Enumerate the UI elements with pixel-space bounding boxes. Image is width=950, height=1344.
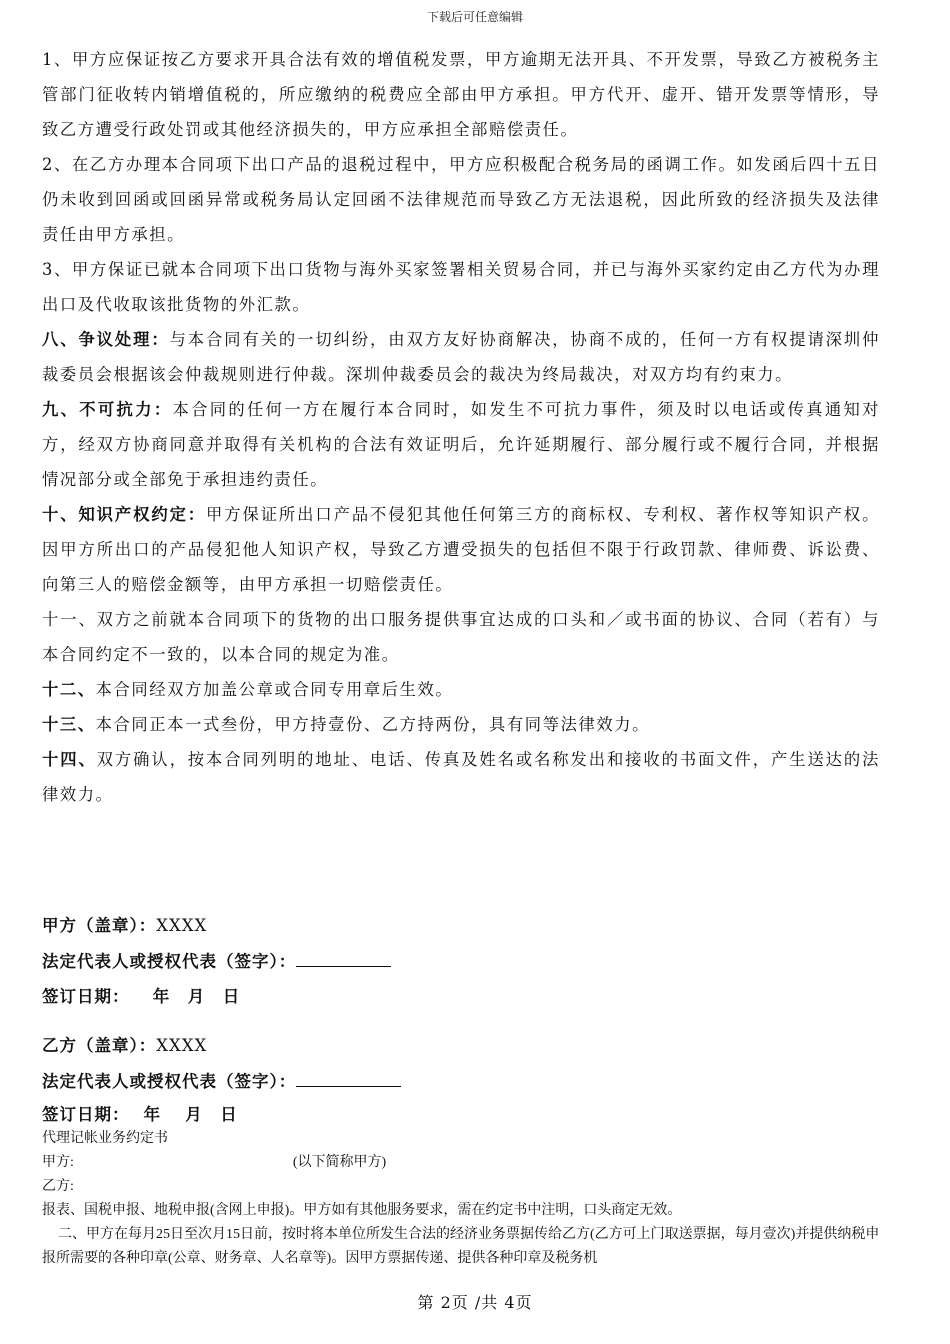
party-a-rep-line xyxy=(42,948,391,972)
page-number: 第 2页 /共 4页 xyxy=(417,1293,533,1312)
party-a-value: XXXX xyxy=(156,916,208,935)
section-8-text: 与本合同有关的一切纠纷，由双方友好协商解决，协商不成的，任何一方有权提请深圳仲裁委员会根据该会仲裁规则进行仲裁。深圳仲裁委员会的裁决为终局裁决，对双方均有约束力。 xyxy=(42,330,881,384)
clause-3: 3、甲方保证已就本合同项下出口货物与海外买家签署相关贸易合同，并已与海外买家约定由乙方代为办理出口及代收取该批货物的外汇款。 xyxy=(42,260,880,314)
party-b-rep-line xyxy=(42,1068,401,1092)
section-14 xyxy=(42,742,880,812)
section-10 xyxy=(42,497,880,602)
party-a-rep-label: 法定代表人或授权代表（签字）： xyxy=(42,952,297,971)
section-14-title: 十四、 xyxy=(42,750,97,769)
section-12 xyxy=(42,672,880,707)
party-b-date-parts: 年 月 日 xyxy=(143,1105,238,1124)
appendix-line-1: 报表、国税申报、地税申报(含网上申报)。甲方如有其他服务要求，需在约定书中注明，口头商定无效。 xyxy=(42,1203,682,1218)
party-b-value: XXXX xyxy=(156,1036,208,1055)
party-a-date-parts: 年 月 日 xyxy=(135,987,241,1006)
section-9-title: 九、不可抗力： xyxy=(42,400,173,419)
appendix-title: 代理记帐业务约定书 xyxy=(42,1131,168,1146)
section-12-title: 十二、 xyxy=(42,680,96,699)
party-a-signature-blank xyxy=(296,952,391,967)
contract-clauses xyxy=(42,42,880,812)
clause-1: 1、甲方应保证按乙方要求开具合法有效的增值税发票，甲方逾期无法开具、不开发票，导致乙方被税务主管部门征收转内销增值税的，所应缴纳的税费应全部由甲方承担。甲方代开、虚开、错开发票等情形，导致乙方遭受行政处罚或其他经济损失的，甲方应承担全部赔偿责任。 xyxy=(42,50,880,139)
section-8-title: 八、争议处理： xyxy=(42,330,170,349)
section-9-text: 本合同的任何一方在履行本合同时，如发生不可抗力事件，须及时以电话或传真通知对方，经双方协商同意并取得有关机构的合法有效证明后，允许延期履行、部分履行或不履行合同，并根据情况部分或全部免于承担违约责任。 xyxy=(42,400,881,489)
section-11: 十一、双方之前就本合同项下的货物的出口服务提供事宜达成的口头和／或书面的协议、合同（若有）与本合同约定不一致的，以本合同的规定为准。 xyxy=(42,610,880,664)
appendix-party-b: 乙方: xyxy=(42,1179,74,1194)
clause-2: 2、在乙方办理本合同项下出口产品的退税过程中，甲方应积极配合税务局的函调工作。如发函后四十五日仍未收到回函或回函异常或税务局认定回函不法律规范而导致乙方无法退税，因此所致的经济损失及法律责任由甲方承担。 xyxy=(42,155,880,244)
section-13 xyxy=(42,707,880,742)
section-13-title: 十三、 xyxy=(42,715,96,734)
party-a-date-line xyxy=(42,983,240,1007)
party-b-stamp-line xyxy=(42,1032,207,1056)
section-10-title: 十、知识产权约定： xyxy=(42,505,207,524)
section-8 xyxy=(42,322,880,392)
appendix-party-a xyxy=(42,1151,888,1175)
party-a-stamp-line xyxy=(42,912,207,936)
header-note: 下载后可任意编辑 xyxy=(426,10,523,24)
party-a-date-label: 签订日期： xyxy=(42,987,122,1006)
appendix-party-a-label: 甲方: xyxy=(42,1155,74,1170)
section-13-text: 本合同正本一式叁份，甲方持壹份、乙方持两份，具有同等法律效力。 xyxy=(95,715,650,734)
section-14-text: 双方确认，按本合同列明的地址、电话、传真及姓名或名称发出和接收的书面文件，产生送达的法律效力。 xyxy=(42,750,880,804)
party-b-rep-label: 法定代表人或授权代表（签字）： xyxy=(42,1072,297,1091)
party-b-date-line xyxy=(42,1101,238,1125)
party-b-signature-blank xyxy=(296,1072,401,1087)
section-12-text: 本合同经双方加盖公章或合同专用章后生效。 xyxy=(95,680,454,699)
section-10-text: 甲方保证所出口产品不侵犯其他任何第三方的商标权、专利权、著作权等知识产权。因甲方所出口的产品侵犯他人知识产权，导致乙方遭受损失的包括但不限于行政罚款、律师费、诉讼费、向第三人的赔偿金额等，由甲方承担一切赔偿责任。 xyxy=(42,505,880,594)
appendix-party-a-note: (以下简称甲方) xyxy=(292,1155,387,1170)
party-a-label: 甲方（盖章）： xyxy=(42,916,157,935)
party-b-date-label: 签订日期： xyxy=(42,1105,130,1124)
appendix-block xyxy=(42,1127,888,1271)
section-9 xyxy=(42,392,880,497)
appendix-line-2: 二、甲方在每月25日至次月15日前，按时将本单位所发生合法的经济业务票据传给乙方(乙方可上门取送票据，每月壹次)并提供纳税申报所需要的各种印章(公章、财务章、人名章等)。因甲方票据传递、提供各种印章及税务机 xyxy=(42,1227,880,1266)
party-b-label: 乙方（盖章）： xyxy=(42,1036,157,1055)
